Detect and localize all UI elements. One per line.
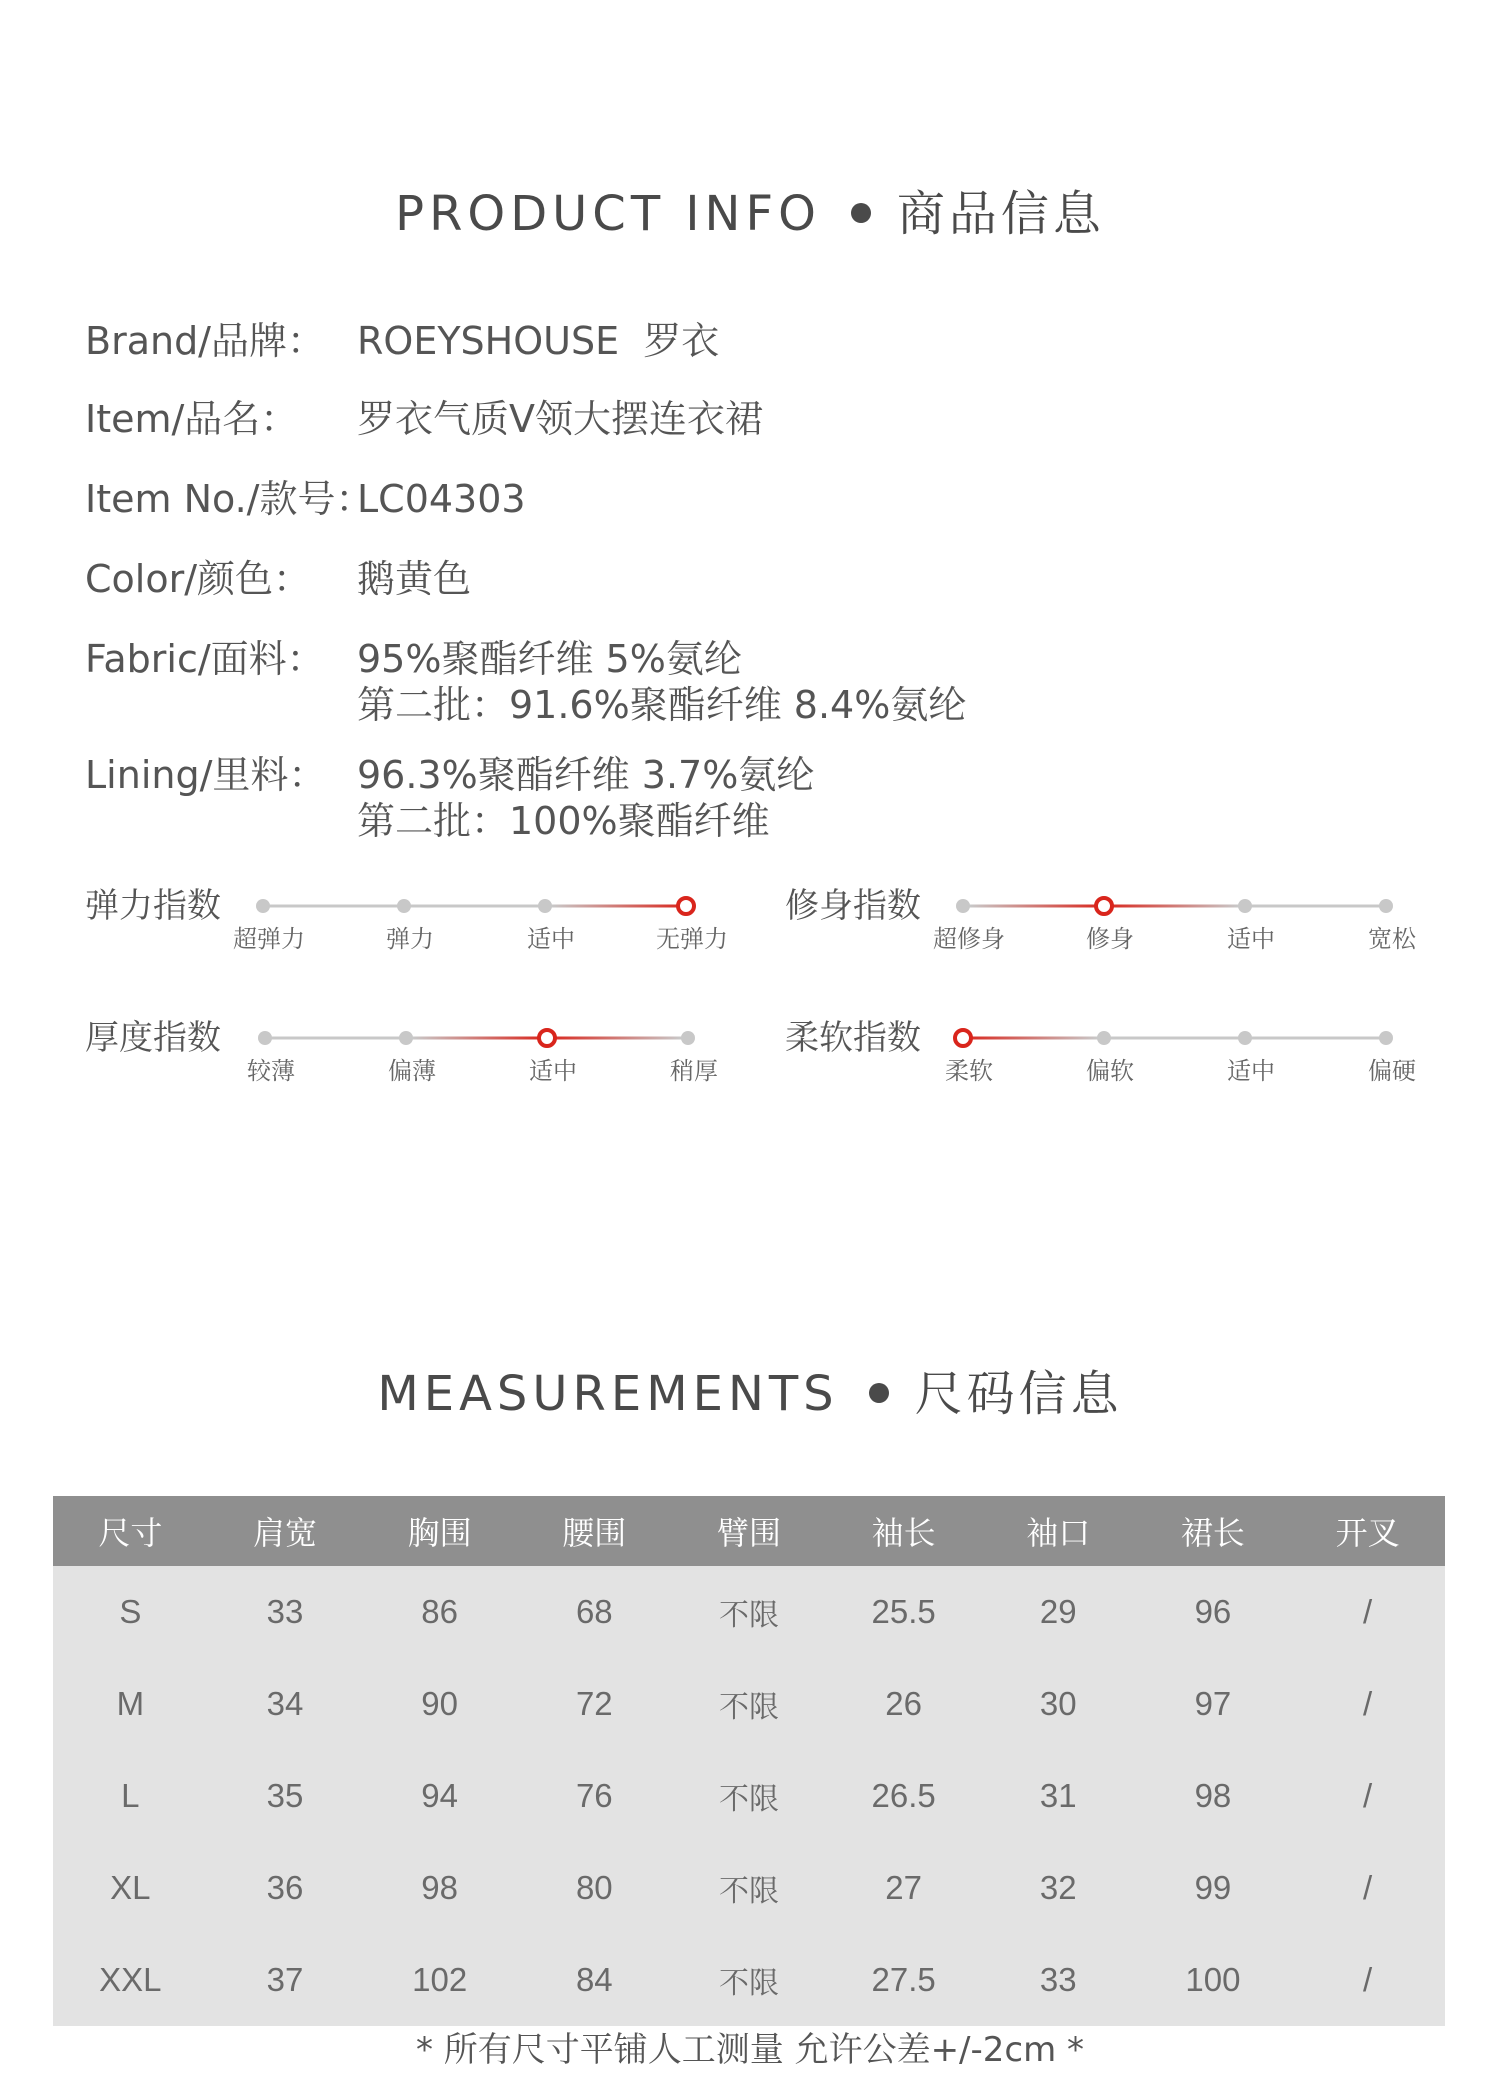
table-cell: 35 <box>208 1750 363 1842</box>
color-label: Color/颜色： <box>85 557 312 601</box>
measurements-title-zh: 尺码信息 <box>914 1366 1123 1422</box>
fit-tick-label: 适中 <box>1227 925 1275 953</box>
heading-dot-icon <box>851 203 871 223</box>
softness-scale-track <box>785 1018 1425 1058</box>
measurements-title-en: MEASUREMENTS <box>377 1366 839 1422</box>
measurements-heading <box>0 1355 1500 1424</box>
table-cell: 不限 <box>672 1658 827 1750</box>
brand-value: ROEYSHOUSE 罗衣 <box>357 319 720 363</box>
fabric-label: Fabric/面料： <box>85 637 325 681</box>
softness-selected-marker <box>955 1030 971 1046</box>
table-cell: 84 <box>517 1934 672 2026</box>
table-cell: 76 <box>517 1750 672 1842</box>
item-no-label: Item No./款号： <box>85 477 374 521</box>
thickness-tick-label: 适中 <box>529 1057 577 1085</box>
table-cell: 26 <box>826 1658 981 1750</box>
table-header-cell: 袖口 <box>981 1496 1136 1566</box>
item-no-value: LC04303 <box>357 477 526 521</box>
table-header-cell: 胸围 <box>362 1496 517 1566</box>
table-cell: 33 <box>981 1934 1136 2026</box>
elasticity-index-label: 弹力指数 <box>85 886 221 926</box>
product-info-title-zh: 商品信息 <box>896 186 1105 242</box>
table-header-cell: 尺寸 <box>53 1496 208 1566</box>
table-row <box>53 1842 1445 1934</box>
elasticity-tick-dot <box>538 899 552 913</box>
fit-index <box>785 886 1425 966</box>
table-cell: 不限 <box>672 1750 827 1842</box>
fit-scale-track <box>785 886 1425 926</box>
table-cell: 34 <box>208 1658 363 1750</box>
thickness-tick-dot <box>399 1031 413 1045</box>
fabric-value <box>357 636 966 728</box>
softness-tick-dot <box>1097 1031 1111 1045</box>
fit-tick-dot <box>1238 899 1252 913</box>
table-cell: 80 <box>517 1842 672 1934</box>
thickness-tick-dot <box>258 1031 272 1045</box>
brand-label: Brand/品牌： <box>85 319 325 363</box>
table-cell: 68 <box>517 1566 672 1658</box>
fit-selected-marker <box>1096 898 1112 914</box>
lining-line-1: 96.3%聚酯纤维 3.7%氨纶 <box>357 753 815 797</box>
elasticity-scale-track <box>85 886 745 926</box>
table-header-row <box>53 1496 1445 1566</box>
table-header-cell: 裙长 <box>1136 1496 1291 1566</box>
softness-tick-dot <box>1238 1031 1252 1045</box>
table-cell: 86 <box>362 1566 517 1658</box>
softness-tick-label: 适中 <box>1227 1057 1275 1085</box>
table-cell: 30 <box>981 1658 1136 1750</box>
table-cell: L <box>53 1750 208 1842</box>
table-cell: S <box>53 1566 208 1658</box>
elasticity-index <box>85 886 745 966</box>
table-cell: 97 <box>1136 1658 1291 1750</box>
table-header-cell: 开叉 <box>1290 1496 1445 1566</box>
size-table <box>53 1496 1445 2026</box>
softness-index <box>785 1018 1425 1098</box>
elasticity-tick-dot <box>397 899 411 913</box>
item-label: Item/品名： <box>85 397 299 441</box>
table-header-cell: 臂围 <box>672 1496 827 1566</box>
item-value: 罗衣气质V领大摆连衣裙 <box>357 397 763 441</box>
elasticity-tick-label: 无弹力 <box>656 925 728 953</box>
thickness-tick-label: 稍厚 <box>670 1057 718 1085</box>
table-cell: 27.5 <box>826 1934 981 2026</box>
lining-value <box>357 752 814 844</box>
softness-tick-label: 偏硬 <box>1368 1057 1416 1085</box>
table-row <box>53 1566 1445 1658</box>
table-body <box>53 1566 1445 2026</box>
table-cell: 29 <box>981 1566 1136 1658</box>
table-header-cell: 肩宽 <box>208 1496 363 1566</box>
thickness-index <box>85 1018 745 1098</box>
softness-tick-label: 偏软 <box>1086 1057 1134 1085</box>
table-row <box>53 1934 1445 2026</box>
thickness-scale-track <box>85 1018 745 1058</box>
table-cell: / <box>1290 1842 1445 1934</box>
table-cell: 102 <box>362 1934 517 2026</box>
table-cell: 90 <box>362 1658 517 1750</box>
thickness-tick-label: 较薄 <box>247 1057 295 1085</box>
table-header-cell: 腰围 <box>517 1496 672 1566</box>
table-row <box>53 1750 1445 1842</box>
table-cell: 26.5 <box>826 1750 981 1842</box>
thickness-tick-dot <box>681 1031 695 1045</box>
table-cell: 不限 <box>672 1842 827 1934</box>
table-cell: 不限 <box>672 1566 827 1658</box>
table-cell: / <box>1290 1658 1445 1750</box>
elasticity-tick-label: 弹力 <box>386 925 434 953</box>
fabric-line-2: 第二批：91.6%聚酯纤维 8.4%氨纶 <box>357 683 967 727</box>
product-info-title-en: PRODUCT INFO <box>395 186 821 242</box>
table-cell: 98 <box>362 1842 517 1934</box>
product-info-heading <box>0 175 1500 244</box>
fit-index-label: 修身指数 <box>785 886 921 926</box>
lining-line-2: 第二批：100%聚酯纤维 <box>357 799 770 843</box>
table-cell: 100 <box>1136 1934 1291 2026</box>
lining-label: Lining/里料： <box>85 753 327 797</box>
table-cell: 31 <box>981 1750 1136 1842</box>
elasticity-tick-label: 适中 <box>527 925 575 953</box>
heading-dot-icon <box>869 1383 889 1403</box>
fit-tick-label: 修身 <box>1086 925 1134 953</box>
table-cell: 94 <box>362 1750 517 1842</box>
elasticity-tick-label: 超弹力 <box>233 925 305 953</box>
table-header-cell: 袖长 <box>826 1496 981 1566</box>
fit-tick-label: 宽松 <box>1368 925 1416 953</box>
table-row <box>53 1658 1445 1750</box>
softness-index-label: 柔软指数 <box>785 1018 921 1058</box>
table-cell: 96 <box>1136 1566 1291 1658</box>
table-cell: / <box>1290 1934 1445 2026</box>
table-cell: M <box>53 1658 208 1750</box>
table-cell: 99 <box>1136 1842 1291 1934</box>
measurement-footnote: * 所有尺寸平铺人工测量 允许公差+/-2cm * <box>415 2030 1085 2070</box>
table-cell: XL <box>53 1842 208 1934</box>
fit-tick-dot <box>956 899 970 913</box>
table-cell: 33 <box>208 1566 363 1658</box>
table-cell: 32 <box>981 1842 1136 1934</box>
thickness-index-label: 厚度指数 <box>85 1018 221 1058</box>
thickness-selected-marker <box>539 1030 555 1046</box>
elasticity-selected-marker <box>678 898 694 914</box>
table-cell: 72 <box>517 1658 672 1750</box>
table-cell: XXL <box>53 1934 208 2026</box>
table-cell: 98 <box>1136 1750 1291 1842</box>
table-cell: 27 <box>826 1842 981 1934</box>
table-cell: 37 <box>208 1934 363 2026</box>
table-cell: 不限 <box>672 1934 827 2026</box>
fit-tick-dot <box>1379 899 1393 913</box>
table-cell: 25.5 <box>826 1566 981 1658</box>
color-value: 鹅黄色 <box>357 557 472 601</box>
softness-tick-label: 柔软 <box>945 1057 993 1085</box>
thickness-tick-label: 偏薄 <box>388 1057 436 1085</box>
table-cell: / <box>1290 1566 1445 1658</box>
elasticity-tick-dot <box>256 899 270 913</box>
table-cell: 36 <box>208 1842 363 1934</box>
fit-tick-label: 超修身 <box>933 925 1005 953</box>
table-cell: / <box>1290 1750 1445 1842</box>
fabric-line-1: 95%聚酯纤维 5%氨纶 <box>357 637 742 681</box>
softness-tick-dot <box>1379 1031 1393 1045</box>
